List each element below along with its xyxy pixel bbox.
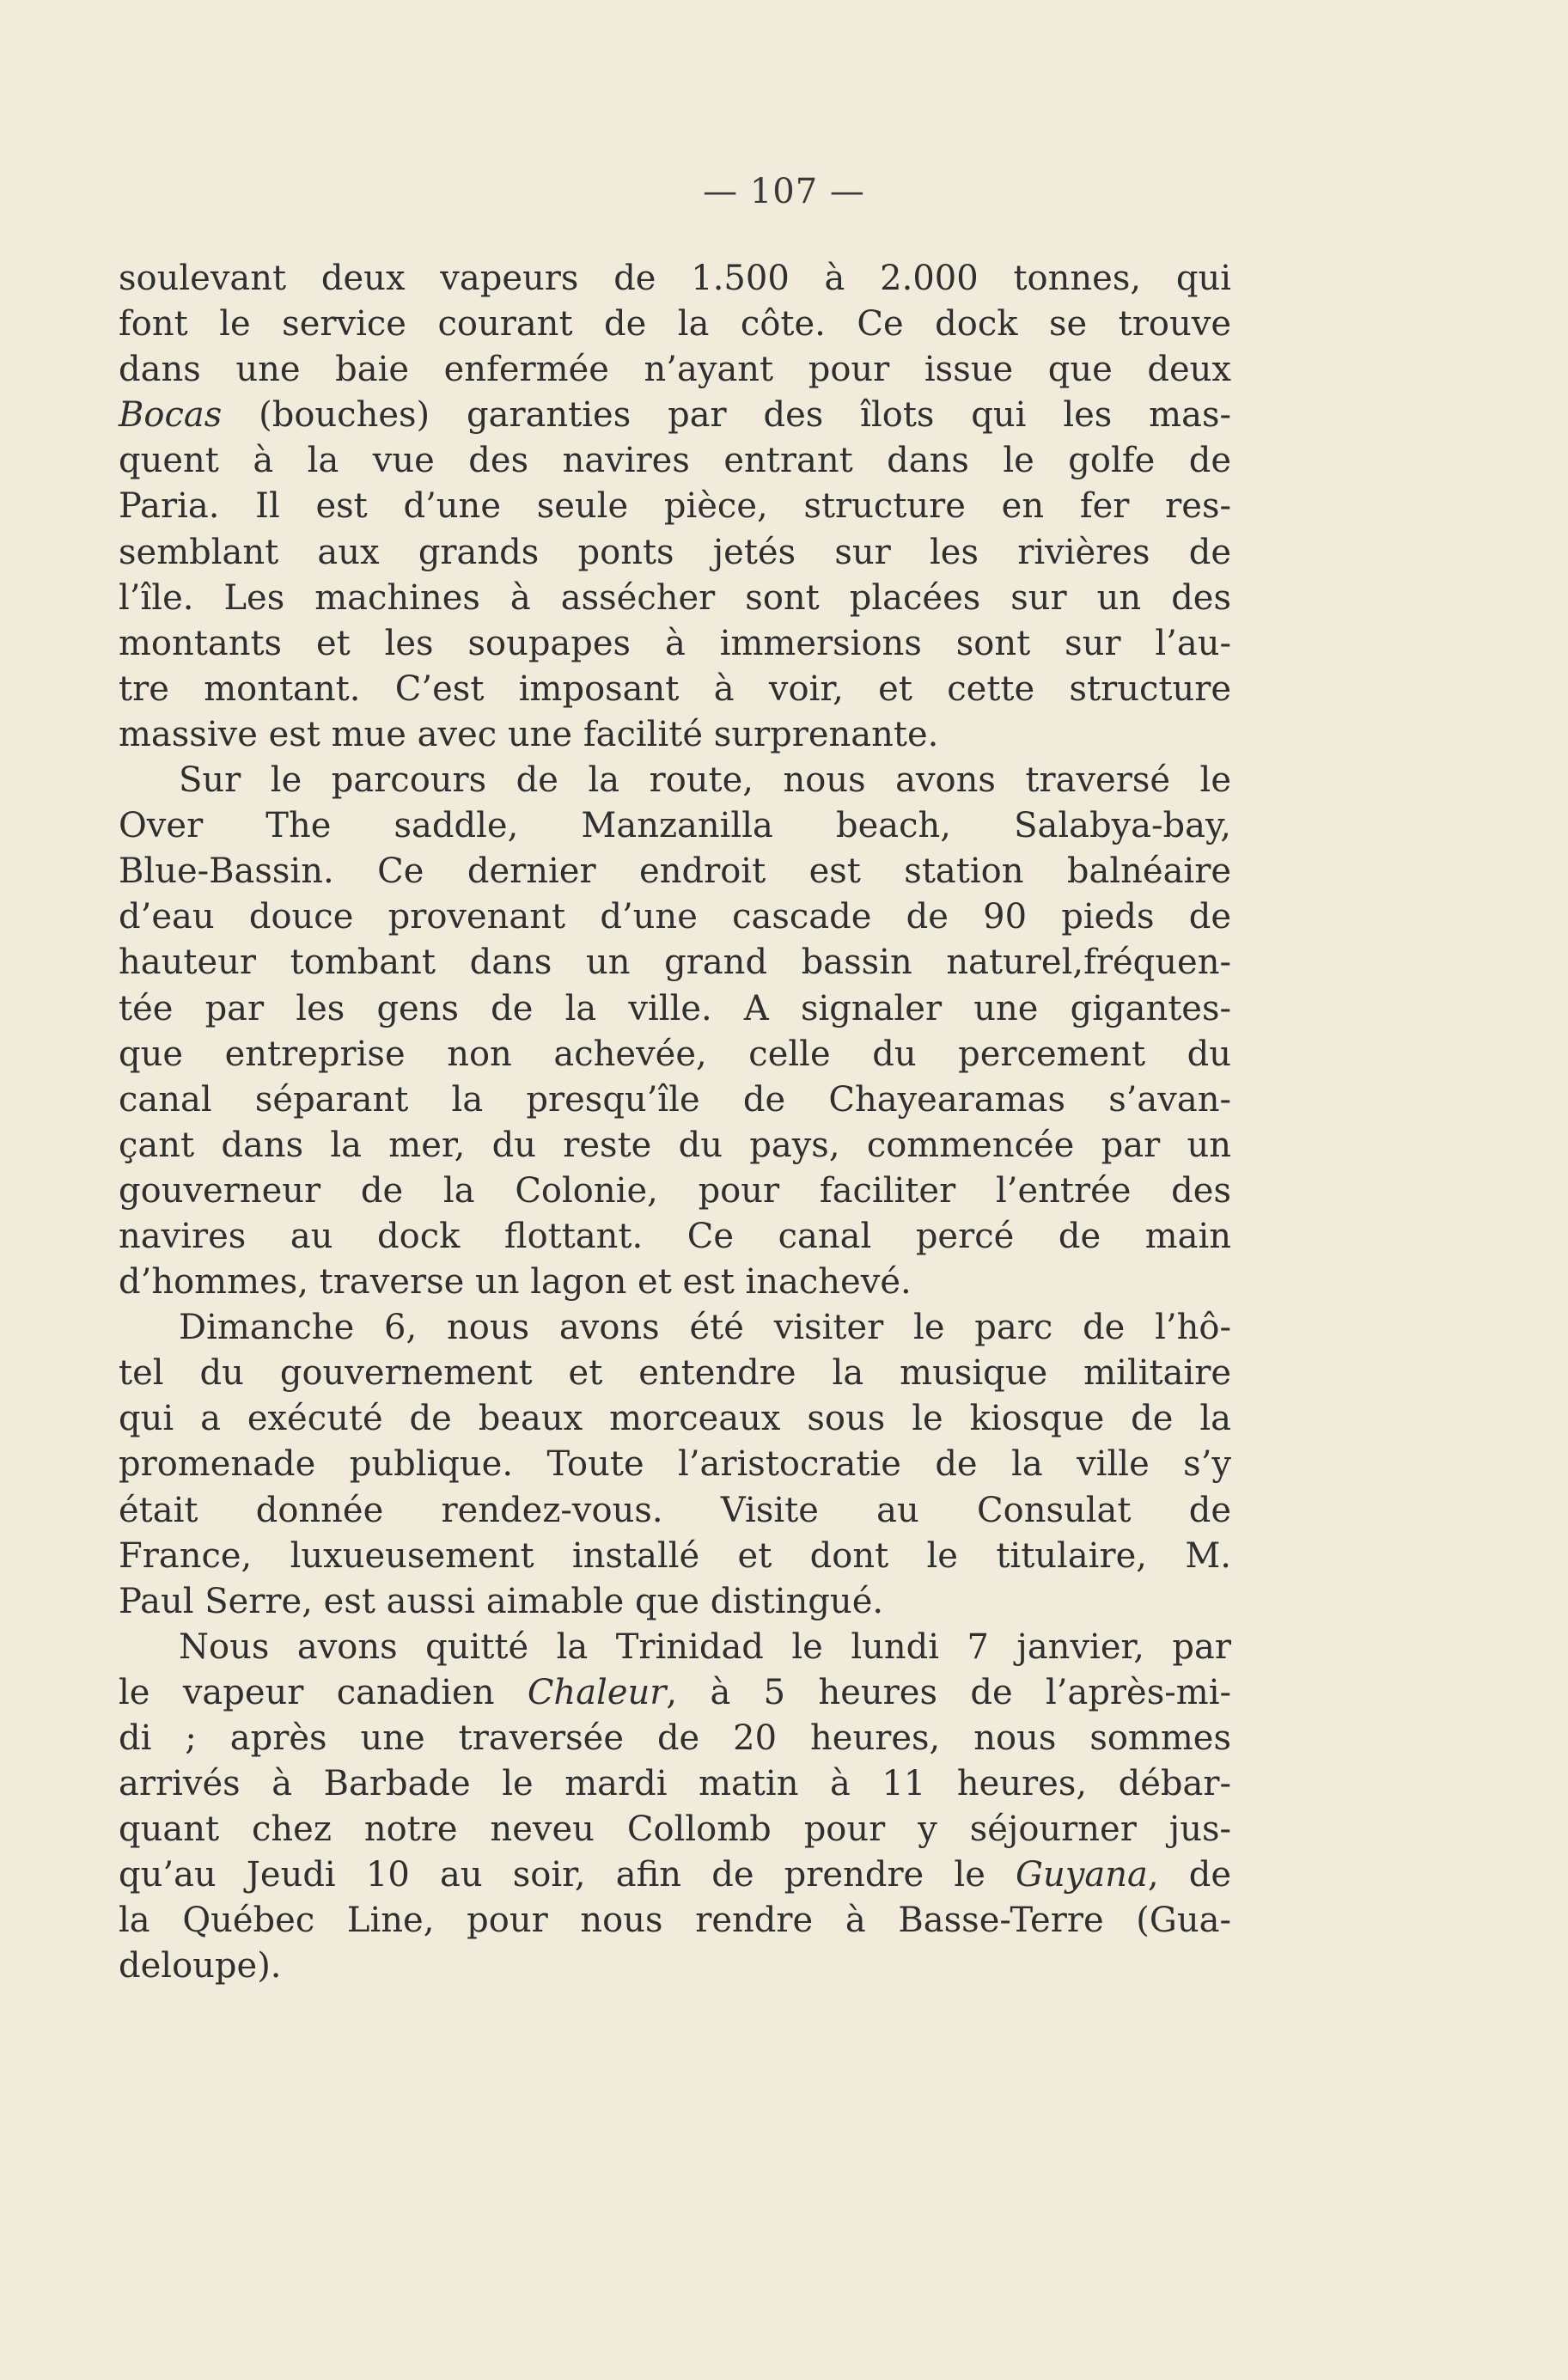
text-line: Sur le parcours de la route, nous avons traversé le (179, 760, 1231, 801)
text-line: qu’au Jeudi 10 au soir, afin de prendre le Guyana, de (119, 1855, 1231, 1895)
text-line: massive est mue avec une facilité surprenante. (119, 714, 939, 754)
text-line: çant dans la mer, du reste du pays, commencée par un (119, 1125, 1231, 1165)
text-line: Blue-Bassin. Ce dernier endroit est station balnéaire (119, 851, 1231, 892)
text-line: d’hommes, traverse un lagon et est inachevé. (119, 1262, 912, 1303)
text-line: arrivés à Barbade le mardi matin à 11 heures, débar- (119, 1764, 1231, 1804)
text-line: di ; après une traversée de 20 heures, nous sommes (119, 1718, 1231, 1758)
text-line: Over The saddle, Manzanilla beach, Salabya-bay, (119, 806, 1231, 846)
text-line: Paria. Il est d’une seule pièce, structure en fer res- (119, 486, 1231, 527)
text-line: navires au dock flottant. Ce canal percé de main (119, 1216, 1231, 1256)
text-line: que entreprise non achevée, celle du percement du (119, 1034, 1231, 1074)
text-line: semblant aux grands ponts jetés sur les rivières de (119, 532, 1231, 572)
text-line: Nous avons quitté la Trinidad le lundi 7 janvier, par (179, 1626, 1231, 1667)
text-line: Bocas (bouches) garanties par des îlots qui les mas- (119, 395, 1231, 436)
text-line: canal séparant la presqu’île de Chayearamas s’avan- (119, 1079, 1231, 1120)
text-line: hauteur tombant dans un grand bassin naturel,fréquen- (119, 943, 1231, 983)
text-line: Paul Serre, est aussi aimable que distingué. (119, 1581, 884, 1621)
text-line: tre montant. C’est imposant à voir, et cette structure (119, 668, 1231, 709)
text-line: deloupe). (119, 1946, 282, 1986)
body-text (119, 256, 1231, 1990)
page-number: — 107 — (703, 172, 865, 211)
text-line: quent à la vue des navires entrant dans le golfe de (119, 441, 1231, 481)
text-line: était donnée rendez-vous. Visite au Consulat de (119, 1490, 1231, 1530)
text-line: d’eau douce provenant d’une cascade de 90 pieds de (119, 897, 1231, 937)
text-line: la Québec Line, pour nous rendre à Basse-Terre (Gua- (119, 1901, 1231, 1941)
text-line: France, luxueusement installé et dont le titulaire, M. (119, 1535, 1231, 1576)
text-line: soulevant deux vapeurs de 1.500 à 2.000 tonnes, qui (119, 259, 1231, 298)
text-line: qui a exécuté de beaux morceaux sous le kiosque de la (119, 1399, 1231, 1439)
text-line: font le service courant de la côte. Ce dock se trouve (119, 304, 1231, 345)
text-line: gouverneur de la Colonie, pour faciliter l’entrée des (119, 1170, 1231, 1211)
text-line: tée par les gens de la ville. A signaler une gigantes- (119, 988, 1231, 1028)
text-line: montants et les soupapes à immersions sont sur l’au- (119, 623, 1231, 663)
text-line: l’île. Les machines à assécher sont placées sur un des (119, 577, 1231, 618)
text-line: tel du gouvernement et entendre la musique militaire (119, 1353, 1231, 1394)
text-line: le vapeur canadien Chaleur, à 5 heures de l’après-mi- (119, 1672, 1231, 1712)
text-line: promenade publique. Toute l’aristocratie de la ville s’y (119, 1444, 1231, 1485)
text-line: Dimanche 6, nous avons été visiter le parc de l’hô- (179, 1308, 1231, 1348)
text-line: dans une baie enfermée n’ayant pour issue que deux (119, 350, 1231, 390)
text-line: quant chez notre neveu Collomb pour y séjourner jus- (119, 1809, 1231, 1850)
